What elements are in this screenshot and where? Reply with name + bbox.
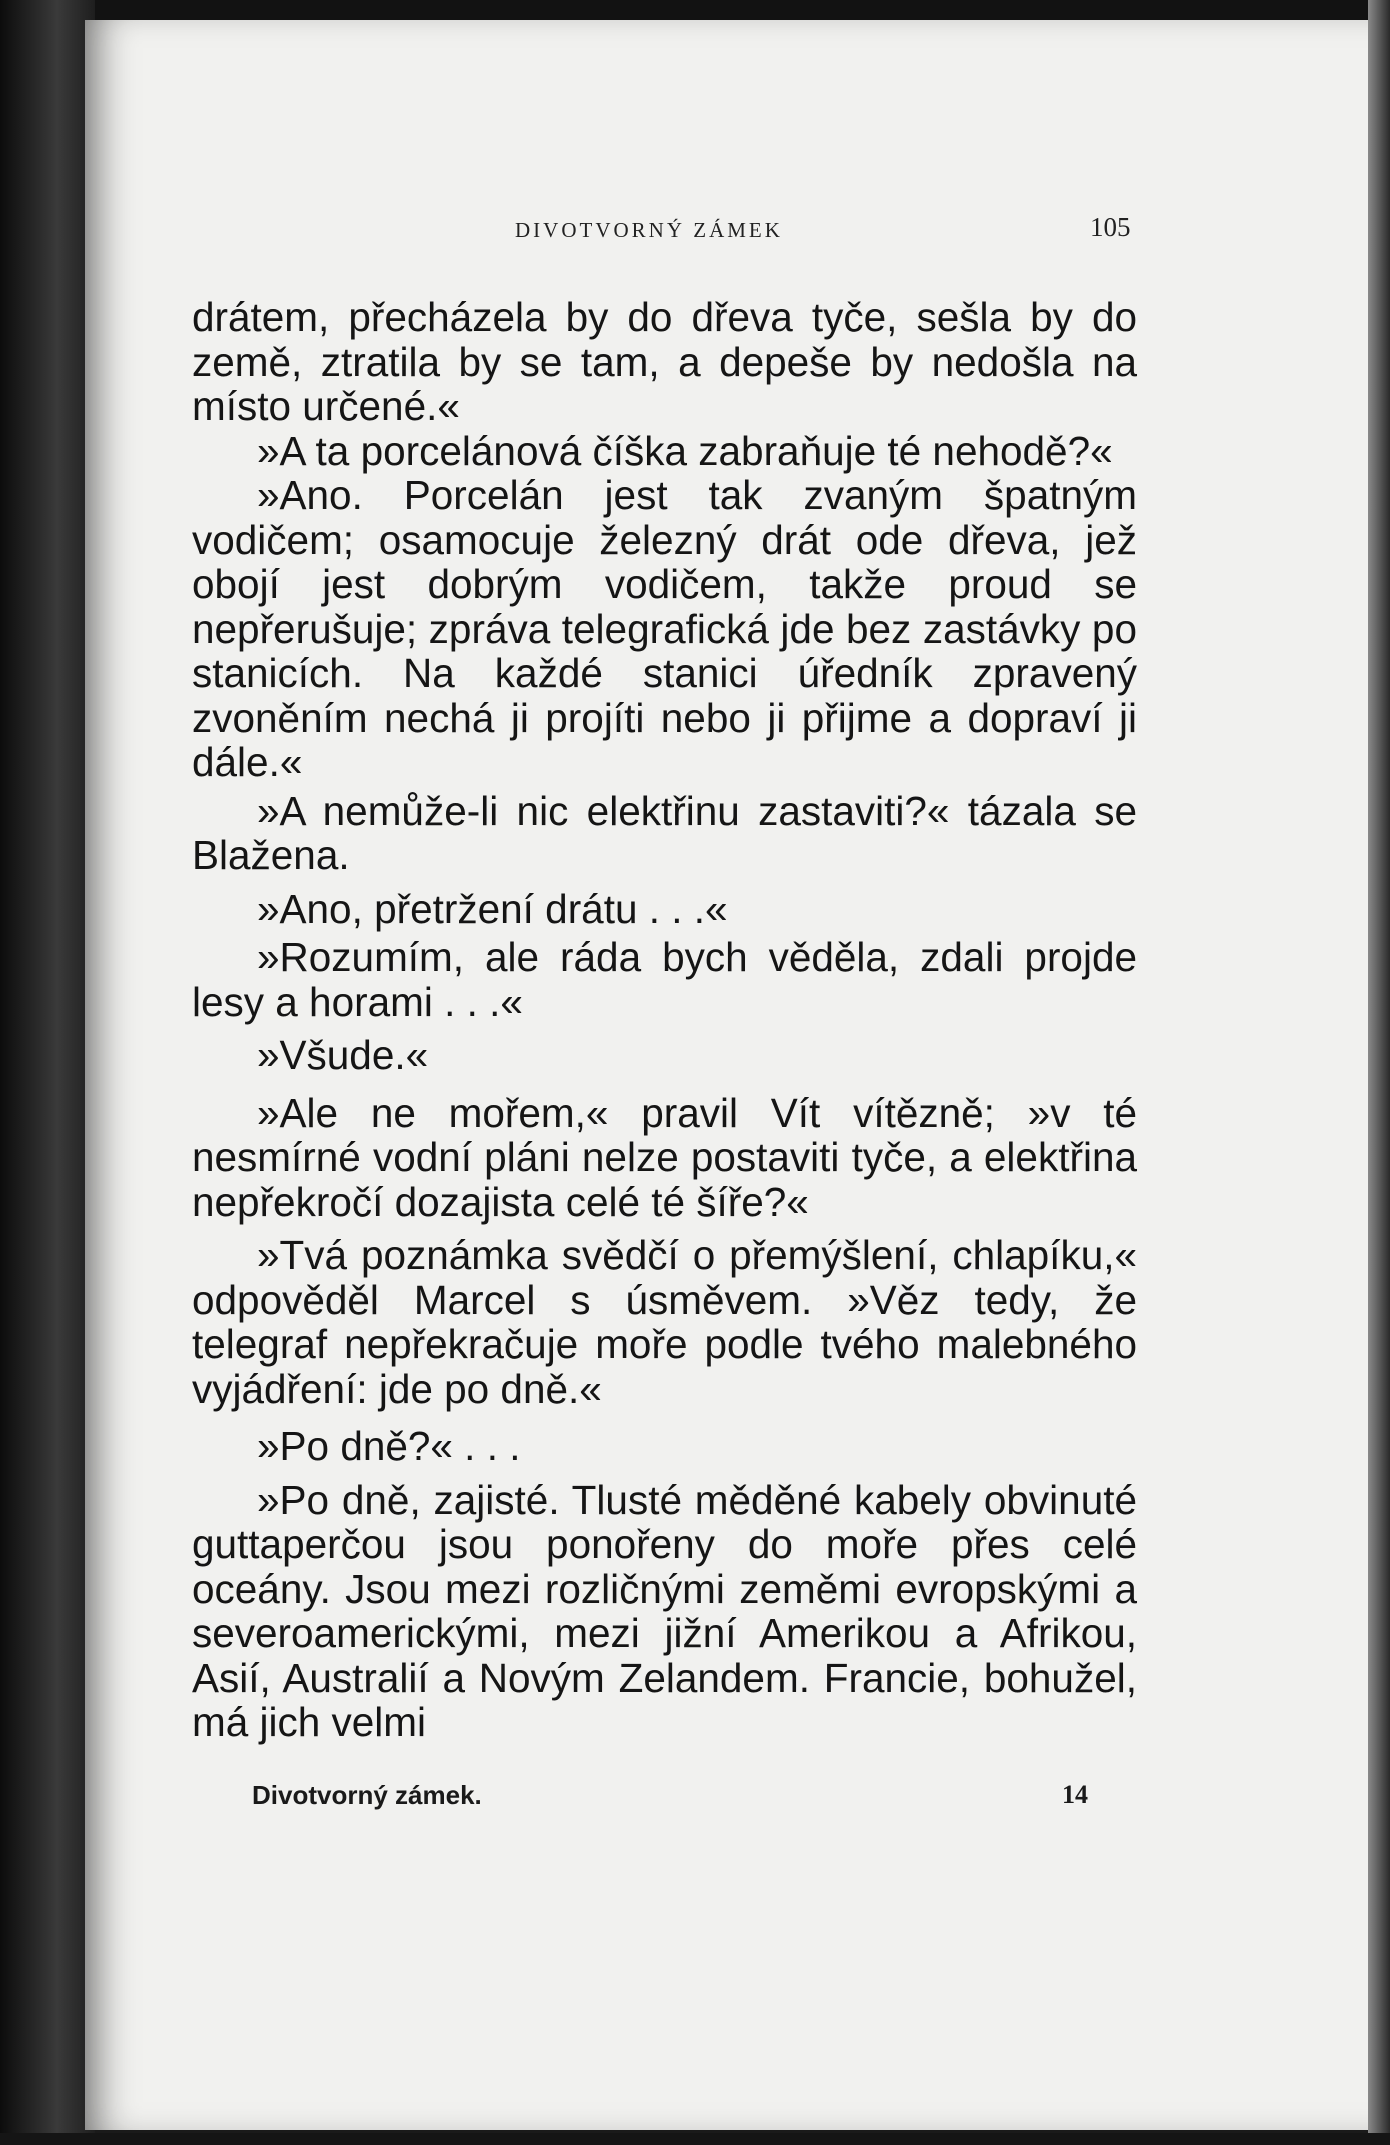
body-text: [192, 295, 1137, 1745]
page-number: 105: [1090, 212, 1131, 242]
paragraph: »Všude.«: [257, 1032, 429, 1078]
paragraph: »Ano. Porcelán jest tak zvaným špatným vodičem; osamocuje železný drát ode dřeva, jež obojí jest dobrým vodičem, takže proud se nepřerušuje; zpráva telegrafická jde bez zastávky po stanicích. Na každé stanici úředník zpravený zvoněním nechá ji projíti nebo ji přijme a dopraví ji dále.«: [192, 472, 1137, 785]
book-gutter: [0, 0, 95, 2145]
paragraph: »Rozumím, ale ráda bych věděla, zdali projde lesy a horami . . .«: [192, 934, 1137, 1025]
paragraph: »Tvá poznámka svědčí o přemýšlení, chlapíku,« odpověděl Marcel s úsměvem. »Věz tedy, že telegraf nepřekračuje moře podle tvého malebného vyjádření: jde po dně.«: [192, 1232, 1137, 1412]
scan-bottom-edge: [0, 2133, 1390, 2145]
paragraph: »Po dně?« . . .: [257, 1423, 521, 1469]
footer-book-title: Divotvorný zámek.: [252, 1780, 482, 1810]
paragraph: drátem, přecházela by do dřeva tyče, sešla by do země, ztratila by se tam, a depeše by nedošla na místo určené.«: [192, 294, 1137, 429]
paragraph: »Po dně, zajisté. Tlusté měděné kabely obvinuté guttaperčou jsou ponořeny do moře přes celé oceány. Jsou mezi rozličnými zeměmi evropskými a severoamerickými, mezi jižní Amerikou a Afrikou, Asií, Australií a Novým Zelandem. Francie, bohužel, má jich velmi: [192, 1476, 1137, 1745]
paragraph: »Ale ne mořem,« pravil Vít vítězně; »v té nesmírné vodní pláni nelze postaviti tyče, a elektřina nepřekročí dozajista celé té šíře?«: [192, 1089, 1137, 1225]
paragraph: »A nemůže-li nic elektřinu zastaviti?« tázala se Blažena.: [192, 787, 1137, 878]
paragraph: »Ano, přetržení drátu . . .«: [257, 885, 728, 932]
running-head: DIVOTVORNÝ ZÁMEK: [515, 218, 783, 242]
paragraph: »A ta porcelánová číška zabraňuje té nehodě?«: [257, 427, 1113, 474]
scan-top-edge: [0, 0, 1390, 22]
page-edge: [1368, 0, 1390, 2145]
printer-signature: 14: [1062, 1780, 1088, 1809]
